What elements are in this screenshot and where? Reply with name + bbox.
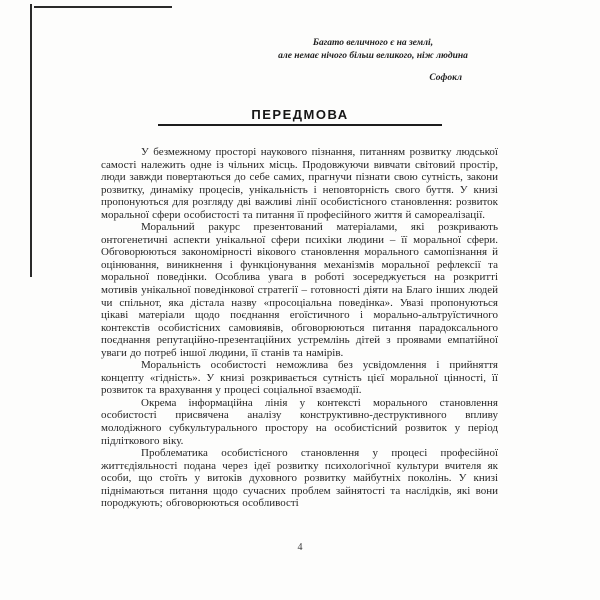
chapter-title: ПЕРЕДМОВА bbox=[251, 107, 349, 122]
body-paragraph-2: Моральний ракурс презентований матеріалами, які розкривають онтогенетичні аспекти унікальної сфери психіки людини – її моральної сфери. Обговорюються закономірності вікового становлення морального самопізнання й оцінювання, виникнення і функціонування механізмів моральної рефлексії та моральної поведінки. Особлива увага в роботі зосереджується на розкритті мотивів унікальної поведінкової стратегії – готовності діяти на Благо інших людей чи спільнот, яка дістала назву «просоціальна поведінка». Увазі пропонуються цікаві матеріали щодо поєднання егоїстичного і морально-альтруїстичного контекстів особистісних самовиявів, обговорюються питання парадоксального поєднання репутаційно-презентаційних устремлінь дітей з проявами емпатійної уваги до потреб іншої людини, її станів та намірів. bbox=[101, 221, 498, 359]
epigraph-line-1: Багато величного є на землі, bbox=[312, 38, 434, 48]
scan-edge-vertical-line bbox=[30, 4, 32, 277]
epigraph-attribution: Софокл bbox=[429, 73, 462, 83]
epigraph-line-2: але немає нічого більш великого, ніж людина bbox=[278, 51, 468, 61]
body-paragraph-4: Окрема інформаційна лінія у контексті морального становлення особистості присвячена аналізу конструктивно-деструктивного впливу молодіжного субкультурального простору на особистісний розвиток у період підліткового віку. bbox=[101, 396, 498, 447]
body-paragraph-3: Моральність особистості неможлива без усвідомлення і прийняття концепту «гідність». У книзі розкривається сутність цієї моральної цінності, її розвиток та врахування у процесі соціальної взаємодії. bbox=[101, 359, 498, 397]
body-paragraph-1: У безмежному просторі наукового пізнання, питанням розвитку людської самості належить одне із чільних місць. Продовжуючи вивчати світовий простір, люди завжди повертаються до себе самих, прагнучи пізнати свою сутність, закони розвитку, динаміку процесів, унікальність і неповторність свого буття. У книзі пропонуються для розгляду дві важливі лінії особистісного становлення: розвиток моральної сфери особистості та питання її професійного життя й самореалізації. bbox=[101, 146, 498, 221]
body-text-block bbox=[101, 146, 498, 510]
chapter-title-wrap bbox=[155, 106, 445, 124]
title-underline-rule bbox=[158, 124, 442, 126]
page-number: 4 bbox=[297, 542, 303, 553]
scan-edge-horizontal-line bbox=[34, 6, 172, 8]
epigraph bbox=[272, 37, 474, 63]
body-paragraph-5: Проблематика особистісного становлення у процесі професійної життєдіяльності подана через ідеї розвитку психологічної культури вчителя як особи, що стоїть у витоків духовного розвитку майбутніх поколінь. У книзі піднімаються питання щодо сучасних проблем зайнятості та наслідків, які вони породжують; обговорюються особливості bbox=[101, 447, 498, 510]
